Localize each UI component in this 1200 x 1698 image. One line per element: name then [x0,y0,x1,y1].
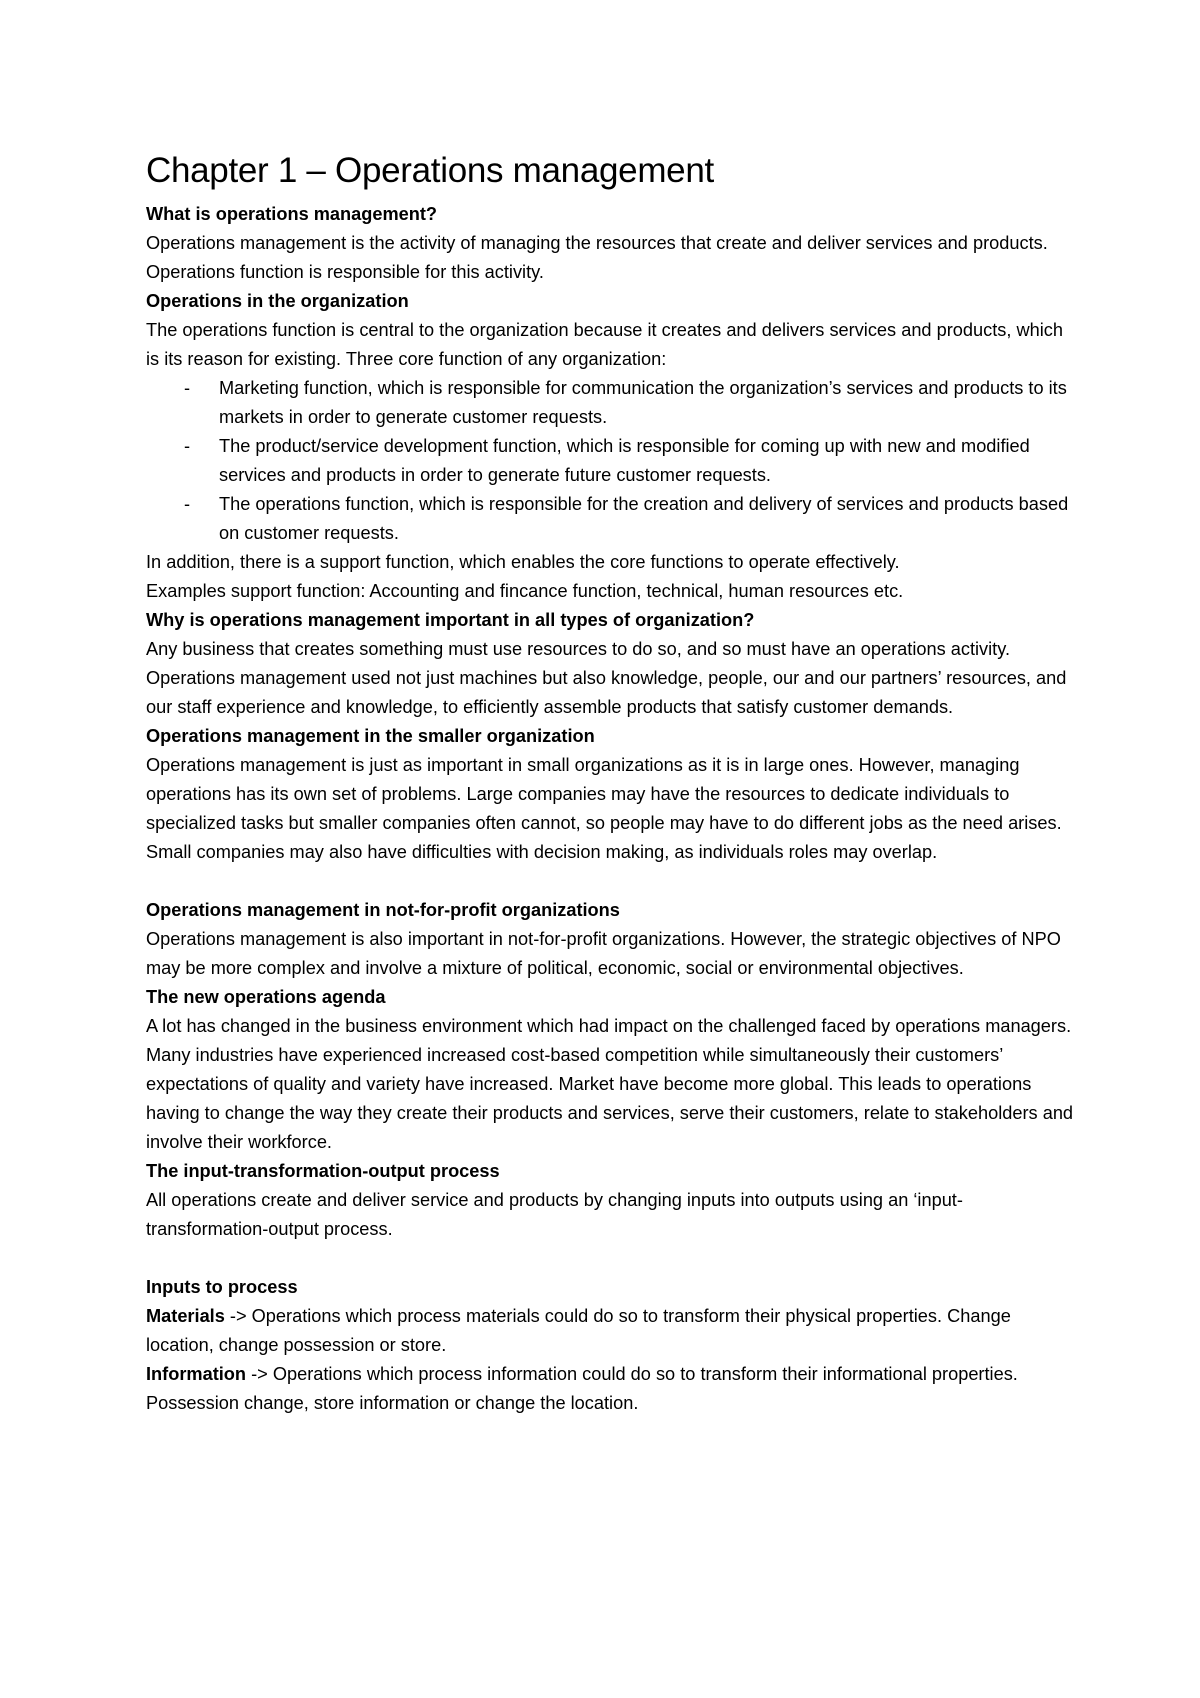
section-heading: Inputs to process [146,1277,298,1297]
paragraph: Operations management is the activity of managing the resources that create and deliver services and products. Operations function is responsible for this activity. [146,233,1048,282]
paragraph: Operations management is just as important in small organizations as it is in large ones. However, managing operations has its own set of problems. Large companies may have the resources to dedicate individuals to specialized tasks but smaller companies often cannot, so people may have to do different jobs as the need arises. Small companies may also have difficulties with decision making, as individuals roles may overlap. [146,755,1062,862]
page-title: Chapter 1 – Operations management [146,151,714,190]
list-item [146,432,1080,490]
list-item-text: The operations function, which is responsible for the creation and delivery of services and products based on customer requests. [219,494,1069,543]
list-item [146,374,1080,432]
paragraph: In addition, there is a support function, which enables the core functions to operate effectively. [146,552,900,572]
term-text: -> Operations which process information could do so to transform their informational properties. Possession change, store information or change the location. [146,1364,1018,1413]
paragraph [146,1302,1080,1360]
paragraph: Operations management is also important in not-for-profit organizations. However, the strategic objectives of NPO may be more complex and involve a mixture of political, economic, social or environmental objectives. [146,929,1061,978]
dash-bullet-icon: - [184,436,191,456]
list-item [146,490,1080,548]
term-label: Materials [146,1306,225,1326]
section-heading: The new operations agenda [146,987,386,1007]
section-heading: Why is operations management important in all types of organization? [146,610,755,630]
term-label: Information [146,1364,247,1384]
paragraph: Examples support function: Accounting and fincance function, technical, human resources etc. [146,581,904,601]
list-item-text: The product/service development function, which is responsible for coming up with new and modified services and products in order to generate future customer requests. [219,436,1030,485]
section-heading: The input-transformation-output process [146,1161,500,1181]
term-text: -> Operations which process materials could do so to transform their physical properties. Change location, change possession or store. [146,1306,1011,1355]
paragraph: Any business that creates something must use resources to do so, and so must have an operations activity. Operations management used not just machines but also knowledge, people, our and our partners’ resources, and our staff experience and knowledge, to efficiently assemble products that satisfy customer demands. [146,639,1067,717]
section-heading: Operations management in the smaller organization [146,726,595,746]
section-heading: What is operations management? [146,204,438,224]
dash-bullet-icon: - [184,378,191,398]
bullet-list [146,374,1080,548]
section-heading: Operations in the organization [146,291,409,311]
paragraph [146,1360,1080,1418]
blank-line [146,1244,1080,1273]
blank-line [146,867,1080,896]
dash-bullet-icon: - [184,494,191,514]
section-heading: Operations management in not-for-profit organizations [146,900,620,920]
paragraph: The operations function is central to the organization because it creates and delivers services and products, which is its reason for existing. Three core function of any organization: [146,320,1063,369]
paragraph: All operations create and deliver service and products by changing inputs into outputs using an ‘input-transformation-output process. [146,1190,963,1239]
list-item-text: Marketing function, which is responsible for communication the organization’s services and products to its markets in order to generate customer requests. [219,378,1067,427]
paragraph: A lot has changed in the business environment which had impact on the challenged faced by operations managers. Many industries have experienced increased cost-based competition while simultaneously their customers’ expectations of quality and variety have increased. Market have become more global. This leads to operations having to change the way they create their products and services, serve their customers, relate to stakeholders and involve their workforce. [146,1016,1074,1152]
